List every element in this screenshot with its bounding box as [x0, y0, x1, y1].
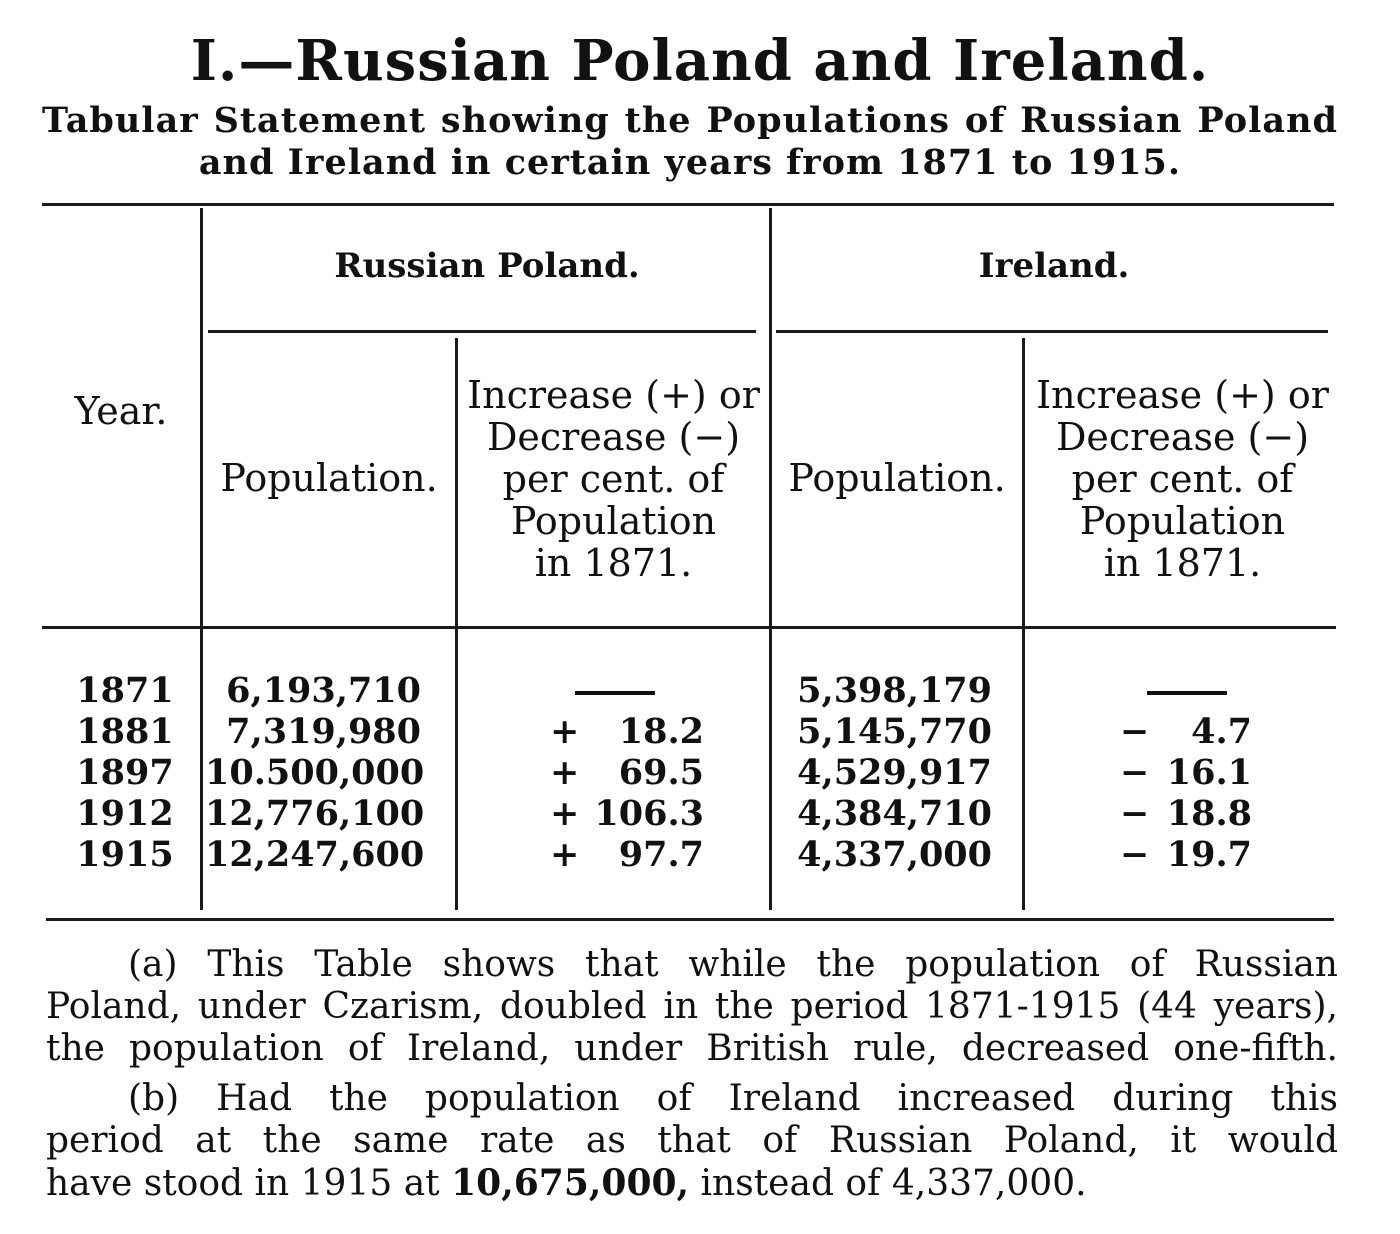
poland-change-cell: 18.2 [618, 711, 704, 752]
header-line: Decrease (−) [1055, 415, 1310, 459]
header-line: per cent. of [1071, 457, 1294, 501]
group-rule-poland [208, 330, 756, 333]
ireland-population-cell: 5,145,770 [797, 711, 992, 752]
year-cell: 1881 [76, 711, 174, 752]
group-rule-ireland [776, 330, 1328, 333]
note-a-line-2: Poland, under Czarism, doubled in the period 1871-1915 (44 years), [46, 986, 1338, 1027]
header-line: in 1871. [534, 541, 693, 585]
subtitle-line-1: Tabular Statement showing the Populations of Russian Poland [42, 100, 1338, 141]
ireland-population-cell: 4,384,710 [797, 793, 992, 834]
header-line: Population [510, 499, 717, 543]
ireland-sign: − [1120, 834, 1150, 875]
note-b-line-2: period at the same rate as that of Russian Poland, it would [46, 1120, 1338, 1161]
note-b-line-3 [46, 1162, 1338, 1205]
year-cell: 1871 [76, 670, 174, 711]
ireland-change-cell: 16.1 [1166, 752, 1252, 793]
header-bottom-rule [42, 626, 1336, 629]
ireland-population-cell: 5,398,179 [797, 670, 992, 711]
note-b [46, 1078, 1338, 1205]
ireland-change-cell: 4.7 [1191, 711, 1252, 752]
poland-population-header: Population. [220, 456, 438, 500]
ireland-change-cell: 18.8 [1166, 793, 1252, 834]
ireland-sign: − [1120, 711, 1150, 752]
ireland-population-cell: 4,529,917 [797, 752, 992, 793]
note-b-figure: 10,675,000, [451, 1162, 690, 1204]
ireland-change-empty [1142, 670, 1232, 711]
note-a [46, 944, 1338, 1070]
header-line: Population [1079, 499, 1286, 543]
em-dash [1147, 691, 1227, 695]
year-cell: 1912 [76, 793, 174, 834]
ireland-sign: − [1120, 793, 1150, 834]
em-dash [575, 691, 655, 695]
year-cell: 1897 [76, 752, 174, 793]
column-divider-1 [200, 208, 203, 910]
note-a-line-3: the population of Ireland, under British rule, decreased one-fifth. [46, 1028, 1338, 1069]
poland-change-cell: 106.3 [594, 793, 704, 834]
header-line: Decrease (−) [486, 415, 741, 459]
header-line: Increase (+) or [1036, 373, 1329, 417]
poland-change-header [458, 374, 769, 584]
table-top-rule [42, 203, 1334, 206]
poland-sign: + [550, 711, 580, 752]
group-header-ireland: Ireland. [978, 246, 1130, 286]
group-header-poland: Russian Poland. [334, 246, 640, 286]
subtitle-line-2: and Ireland in certain years from 1871 to 1915. [198, 142, 1182, 183]
header-line: Increase (+) or [467, 373, 760, 417]
poland-sign: + [550, 752, 580, 793]
poland-population-cell: 12,247,600 [205, 834, 425, 875]
poland-change-empty [570, 670, 660, 711]
poland-population-cell: 6,193,710 [226, 670, 421, 711]
note-b-text-end: instead of 4,337,000. [689, 1163, 1087, 1204]
note-b-text: have stood in 1915 at [46, 1163, 452, 1204]
ireland-sign: − [1120, 752, 1150, 793]
ireland-population-header: Population. [788, 456, 1006, 500]
ireland-change-cell: 19.7 [1166, 834, 1252, 875]
column-divider-3 [769, 208, 772, 910]
ireland-change-header [1025, 374, 1340, 584]
poland-change-cell: 69.5 [618, 752, 704, 793]
poland-sign: + [550, 834, 580, 875]
ireland-population-cell: 4,337,000 [797, 834, 992, 875]
page-title: I.—Russian Poland and Ireland. [190, 28, 1210, 94]
poland-change-cell: 97.7 [618, 834, 704, 875]
year-header: Year. [74, 389, 168, 433]
note-b-line-1: (b) Had the population of Ireland increased during this [128, 1078, 1338, 1119]
header-line: in 1871. [1103, 541, 1262, 585]
header-line: per cent. of [502, 457, 725, 501]
year-cell: 1915 [76, 834, 174, 875]
poland-population-cell: 7,319,980 [226, 711, 421, 752]
note-a-line-1: (a) This Table shows that while the population of Russian [128, 944, 1338, 985]
table-bottom-rule [46, 918, 1334, 921]
poland-population-cell: 12,776,100 [205, 793, 425, 834]
poland-sign: + [550, 793, 580, 834]
poland-population-cell: 10.500,000 [205, 752, 425, 793]
